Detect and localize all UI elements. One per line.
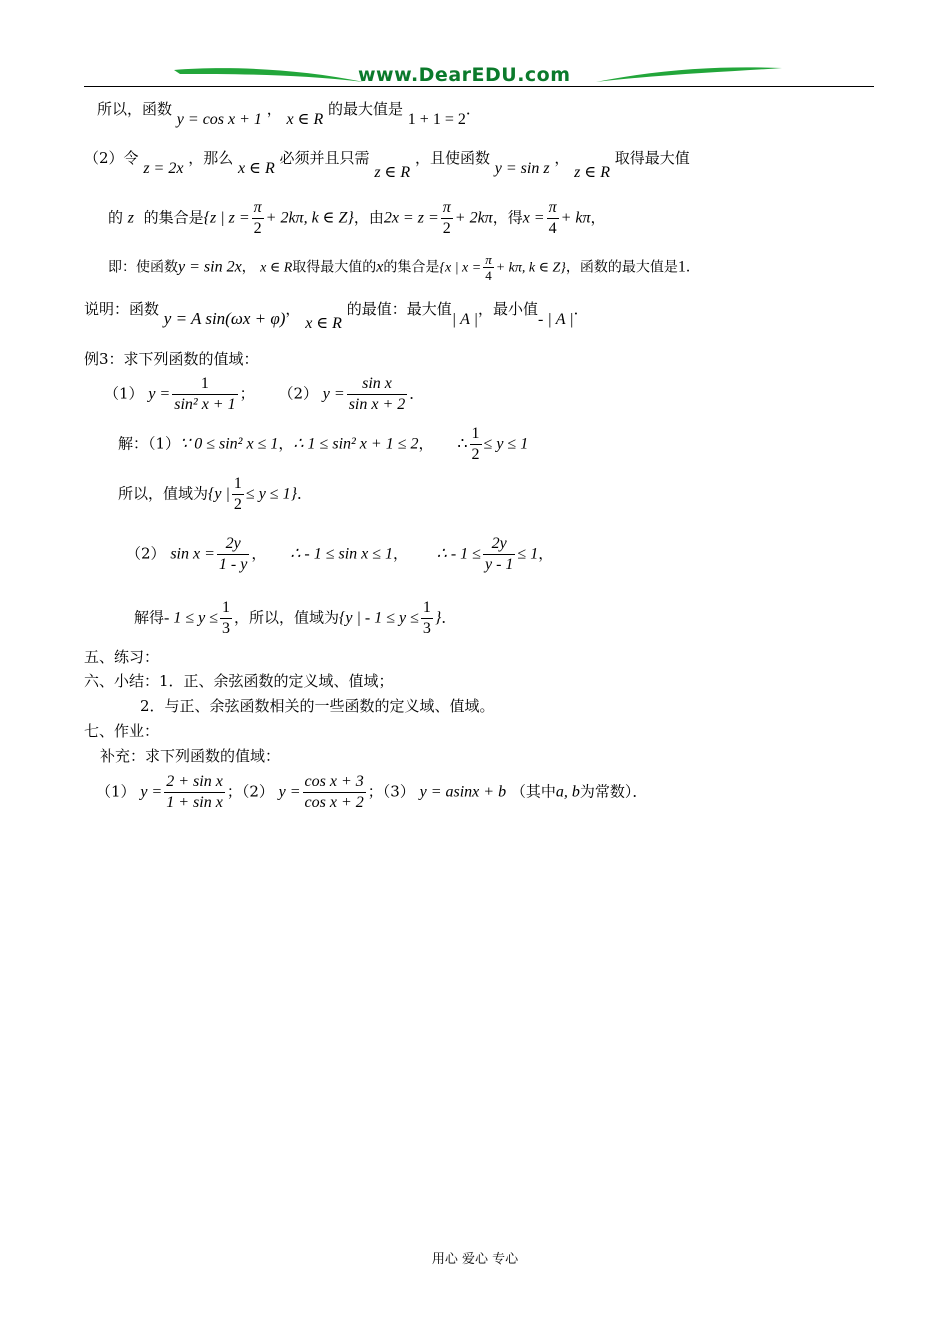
numerator: 1 — [421, 598, 433, 619]
text: ， — [393, 544, 409, 563]
math: x ∈ R — [286, 111, 324, 128]
text-line-11: 解得- 1 ≤ y ≤ $\frac{1}{3}$ ，所以，值域为{y | - 1 ≤ y ≤ $\frac{1}{3}$ }． — [134, 599, 457, 637]
text-line-5: 说明：函数 y = A sin(ωx + φ)， x ∈ R 的最值：最大值| A |，最小值- | A |． — [84, 300, 589, 332]
text: ，最小值 — [478, 300, 539, 318]
math: y = — [140, 783, 163, 801]
page-header — [84, 60, 874, 90]
math: z ∈ R — [374, 164, 411, 181]
text-line-9: 所以，值域为{y | $\frac{1}{2}$ ≤ y ≤ 1}． — [118, 475, 312, 513]
denominator: 2 — [233, 496, 242, 513]
text: 的集合是 — [383, 259, 440, 276]
math: x = — [522, 209, 545, 227]
numerator: π — [441, 198, 453, 219]
text: ，由 — [353, 208, 384, 227]
text: 的最值：最大值 — [346, 300, 452, 318]
text-line-3 — [108, 198, 606, 239]
text: ，得 — [492, 208, 523, 227]
text: 所以，函数 — [97, 100, 173, 118]
example-3-heading: 例3：求下列函数的值域： — [84, 350, 259, 368]
text: ， — [590, 208, 606, 227]
fraction — [220, 598, 232, 639]
text: ，且使函数 — [414, 149, 490, 167]
text: 为常数）． — [579, 782, 648, 801]
math: {z | z = — [203, 209, 250, 227]
text: （1） — [104, 384, 144, 403]
text: ， — [285, 300, 301, 318]
text: 说明：函数 — [84, 300, 160, 318]
fraction — [252, 198, 264, 239]
math: z = 2x — [143, 160, 184, 177]
math: x ∈ R — [305, 315, 342, 332]
fraction — [421, 598, 433, 639]
math: 1 + 1 = 2 — [407, 111, 466, 128]
math: {x | x = — [439, 260, 482, 276]
denominator: 3 — [422, 620, 431, 637]
text: （1） — [96, 782, 136, 801]
site-logo: www.DearEDU.com — [358, 64, 571, 86]
denominator: 2 — [471, 446, 480, 463]
math: - | A | — [538, 311, 574, 328]
denominator: 1 + sin x — [166, 794, 223, 811]
math: a, b — [555, 783, 580, 801]
math: y = A sin(ωx + φ) — [163, 309, 286, 328]
denominator: 2 — [253, 220, 262, 237]
math: + 2kπ, k ∈ Z} — [265, 209, 354, 227]
denominator: sin x + 2 — [348, 396, 406, 413]
math: ≤ y ≤ 1} — [245, 485, 297, 503]
text-line-8 — [118, 424, 528, 465]
math: z ∈ R — [574, 164, 610, 181]
right-swoosh-icon — [596, 64, 782, 84]
denominator: 2 — [442, 220, 451, 237]
fraction — [347, 374, 408, 415]
math: {y | — [208, 485, 230, 503]
section-practice: 五、练习： — [84, 648, 160, 666]
section-summary: 六、小结：1．正、余弦函数的定义域、值域； — [84, 672, 394, 690]
page-footer: 用心 爱心 专心 — [431, 1252, 519, 1267]
math: | A | — [451, 311, 479, 328]
math: + kπ, k ∈ Z} — [495, 260, 566, 276]
fraction — [470, 424, 482, 465]
fraction — [172, 374, 237, 415]
section-homework: 七、作业： — [84, 722, 160, 740]
fraction — [217, 534, 249, 575]
text: （2）令 — [84, 149, 139, 167]
math: ∴ - 1 ≤ — [436, 545, 481, 563]
text-line-1: 所以，函数 y = cos x + 1 ， x ∈ R 的最大值是 1 + 1 = 2． — [97, 100, 481, 128]
fraction — [232, 474, 244, 515]
math: ∴ 1 ≤ sin² x + 1 ≤ 2 — [293, 435, 419, 453]
supplement-heading: 补充：求下列函数的值域： — [100, 747, 281, 765]
text-line-7: （1） y = $\frac{1}{\text{sin² x + 1}}$ ； （2） y = $\frac{\text{sin x}}{\text{sin x + 2}}$ ． — [104, 375, 425, 413]
math: ∵ 0 ≤ sin² x ≤ 1 — [180, 435, 279, 453]
numerator: 1 — [470, 424, 482, 445]
math: 2x = z = — [383, 209, 439, 227]
numerator: 1 — [172, 374, 237, 395]
denominator: 3 — [222, 620, 231, 637]
text: 取得最大值的 — [292, 259, 377, 276]
math: ≤ y ≤ 1 — [483, 435, 529, 453]
text: ， — [554, 149, 570, 167]
math: y = sin 2x — [178, 258, 242, 276]
text-line-2 — [84, 149, 690, 181]
text: ，函数的最大值是 — [565, 259, 678, 276]
denominator: 1 - y — [218, 556, 248, 573]
math: - 1 ≤ y ≤ — [164, 609, 219, 627]
math: x ∈ R — [238, 160, 275, 177]
math: sin x = — [170, 545, 215, 563]
numerator: 2y — [217, 534, 249, 555]
fraction — [483, 252, 494, 283]
text: ；（3） — [367, 782, 415, 801]
numerator: π — [252, 198, 264, 219]
math: y = — [278, 783, 301, 801]
math: ∴ - 1 ≤ sin x ≤ 1 — [290, 545, 394, 563]
text: （2） — [126, 544, 166, 563]
math: y = sin z — [494, 160, 550, 177]
numerator: π — [547, 198, 559, 219]
text: （其中 — [510, 782, 556, 801]
text: 解：（1） — [118, 434, 181, 453]
text: ；（2） — [226, 782, 274, 801]
text: 解得 — [134, 608, 165, 627]
math: x ∈ R — [260, 260, 293, 276]
math: ≤ 1 — [517, 545, 539, 563]
math: z — [127, 209, 135, 227]
math: {y | - 1 ≤ y ≤ — [339, 609, 419, 627]
math: ∴ — [457, 435, 468, 453]
text: 的 — [108, 208, 124, 227]
text: ， — [241, 259, 256, 276]
text: 必须并且只需 — [279, 149, 370, 167]
summary-item-2: 2．与正、余弦函数相关的一些函数的定义域、值域。 — [140, 697, 495, 715]
text: 取得最大值 — [614, 149, 690, 167]
math: y = cos x + 1 — [176, 111, 262, 128]
math: y = — [148, 385, 171, 403]
text: ，那么 — [188, 149, 234, 167]
denominator: 4 — [485, 268, 492, 283]
text: 即：使函数 — [108, 259, 178, 276]
text: ， — [266, 100, 282, 118]
math: y = — [322, 385, 345, 403]
text-line-17 — [96, 772, 647, 813]
text-line-4: 即：使函数y = sin 2x， x ∈ R取得最大值的x的集合是{x | x = $\frac{\pi}{4}$ + kπ, k ∈ Z}，函数的最大值是1． — [108, 252, 700, 283]
denominator: y - 1 — [484, 556, 514, 573]
denominator: cos x + 2 — [304, 794, 364, 811]
math: x — [376, 258, 384, 276]
numerator: 1 — [232, 474, 244, 495]
numerator: 2 + sin x — [164, 772, 225, 793]
denominator: sin² x + 1 — [174, 396, 236, 413]
formula — [177, 111, 262, 128]
fraction — [441, 198, 453, 239]
math: 1 — [677, 258, 686, 276]
text: 的最大值是 — [328, 100, 404, 118]
text: ， — [278, 434, 294, 453]
text: 所以，值域为 — [118, 484, 209, 503]
fraction — [303, 772, 366, 813]
math: + kπ — [560, 209, 591, 227]
text: ， — [251, 544, 267, 563]
fraction — [164, 772, 225, 813]
numerator: 2y — [483, 534, 515, 555]
header-rule — [84, 86, 874, 87]
text: ， — [418, 434, 434, 453]
text: ； — [239, 384, 255, 403]
text: 的集合是 — [143, 208, 204, 227]
denominator: 4 — [548, 220, 557, 237]
text-line-10: （2） sin x = $\frac{2y}{1 - y}$ ， ∴ - 1 ≤ sin x ≤ 1， ∴ - 1 ≤ $\frac{2y}{y - 1}$ ≤ 1， — [126, 535, 554, 573]
math: y = asinx + b — [419, 783, 507, 801]
numerator: 1 — [220, 598, 232, 619]
text: （2） — [278, 384, 319, 403]
numerator: π — [485, 252, 492, 267]
fraction — [547, 198, 559, 239]
left-swoosh-icon — [174, 64, 364, 84]
fraction — [483, 534, 515, 575]
math: } — [434, 609, 442, 627]
numerator: sin x — [347, 374, 408, 395]
numerator: cos x + 3 — [303, 772, 366, 793]
text: ，所以，值域为 — [234, 608, 340, 627]
math: + 2kπ — [454, 209, 493, 227]
